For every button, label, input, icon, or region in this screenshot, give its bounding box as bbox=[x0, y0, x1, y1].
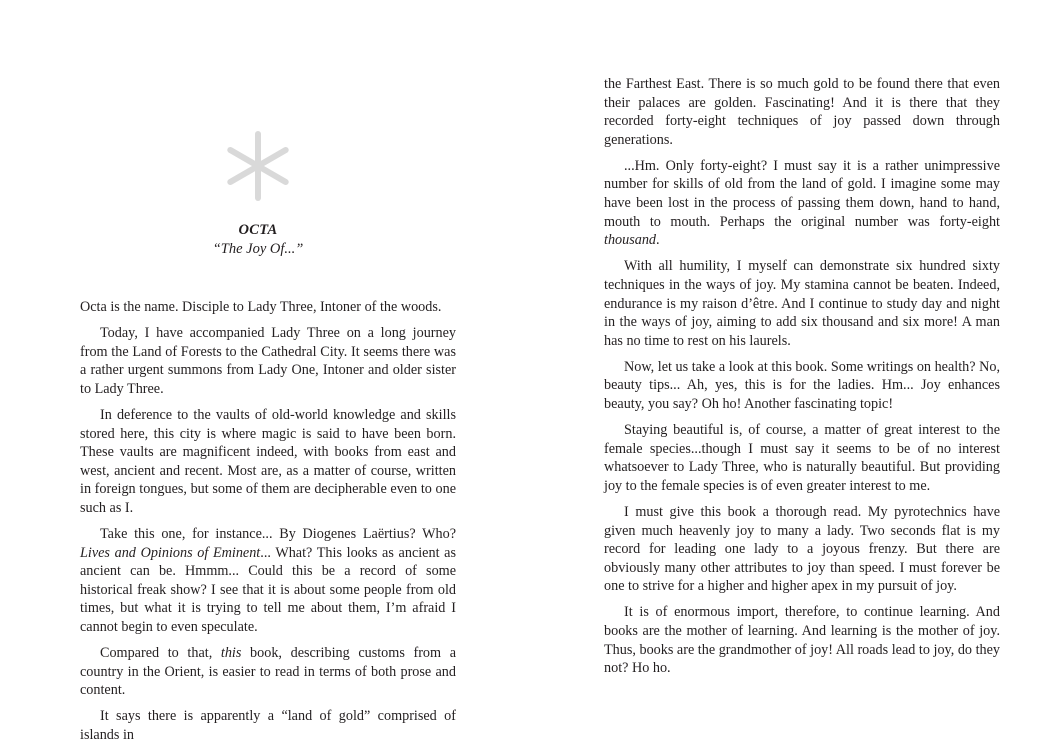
paragraph: Now, let us take a look at this book. Some writings on health? No, beauty tips... Ah, yes, this is for the ladies. Hm... Joy enhances beauty, you say? Oh ho! Another fascinating topic! bbox=[604, 358, 1000, 412]
paragraph: Octa is the name. Disciple to Lady Three, Intoner of the woods. bbox=[80, 299, 442, 315]
paragraph-text: . bbox=[656, 232, 660, 249]
paragraph-text: ...Hm. Only forty-eight? I must say it is a rather unimpressive number for skills of old from the land of gold. I imagine some may have been lost in the process of passing them down, hand to hand, mouth to mouth. Perhaps the original number was forty-eight bbox=[604, 157, 1000, 230]
paragraph: I must give this book a thorough read. My pyrotechnics have given much heavenly joy to many a lady. Two seconds flat is my record for leading one lady to a joyous frenzy. But there are obviously many other attributes to joy than speed. I must forever be one to strive for a higher and higher apex in my pursuit of joy. bbox=[604, 503, 1000, 595]
chapter-title: OCTA bbox=[238, 222, 278, 238]
paragraph-text: Take this one, for instance... By Diogenes Laërtius? Who? bbox=[100, 526, 456, 543]
paragraph: It says there is apparently a “land of gold” comprised of islands in bbox=[80, 708, 456, 743]
left-page-body bbox=[80, 298, 456, 752]
paragraph-text: ... What? This looks as ancient as ancient can be. Hmmm... Could this be a record of some historical freak show? I see that it is about some people from old times, but what it is trying to tell me about them, I’m afraid I cannot begin to even speculate. bbox=[80, 544, 457, 635]
asterisk-star-icon bbox=[222, 130, 294, 202]
paragraph: the Farthest East. There is so much gold to be found there that even their palaces are golden. Fascinating! And it is there that they recorded forty-eight techniques of joy passed down through generations. bbox=[604, 76, 1000, 148]
paragraph-text: Compared to that, bbox=[100, 645, 221, 662]
emphasis-italic: this bbox=[220, 645, 242, 662]
paragraph bbox=[604, 157, 1000, 250]
paragraph bbox=[80, 525, 456, 637]
paragraph: In deference to the vaults of old-world knowledge and skills stored here, this city is where magic is said to have been born. These vaults are magnificent indeed, with books from east and west, ancient and recent. Most are, as a matter of course, written in foreign tongues, but some of them are decipherable even to one such as I. bbox=[80, 406, 456, 516]
paragraph: It is of enormous import, therefore, to continue learning. And books are the mother of learning. And learning is the mother of joy. Thus, books are the grandmother of joy! All roads lead to joy, do they not? Ho ho. bbox=[604, 604, 1000, 677]
paragraph: With all humility, I myself can demonstrate six hundred sixty techniques in the ways of joy. My stamina cannot be beaten. Indeed, endurance is my raison d’être. And I continue to study day and night in the ways of joy, aiming to add six thousand and six more! A man has no time to rest on his laurels. bbox=[604, 258, 1000, 349]
paragraph bbox=[80, 644, 456, 700]
paragraph: Today, I have accompanied Lady Three on a long journey from the Land of Forests to the Cathedral City. It seems there was a rather urgent summons from Lady One, Intoner and older sister to Lady Three. bbox=[80, 325, 456, 397]
paragraph: Staying beautiful is, of course, a matter of great interest to the female species...though I must say it seems to be of no interest whatsoever to Lady Three, who is naturally beautiful. But providing joy to the female species is of even greater interest to me. bbox=[604, 422, 1000, 494]
book-title-italic: Lives and Opinions of Eminent bbox=[80, 544, 261, 561]
chapter-subtitle: “The Joy Of...” bbox=[212, 241, 304, 257]
emphasis-italic: thousand bbox=[604, 232, 657, 249]
right-page-body bbox=[604, 75, 1000, 685]
paragraph-text: book, describing customs from a country in the Orient, is easier to read in terms of both prose and content. bbox=[80, 645, 456, 699]
